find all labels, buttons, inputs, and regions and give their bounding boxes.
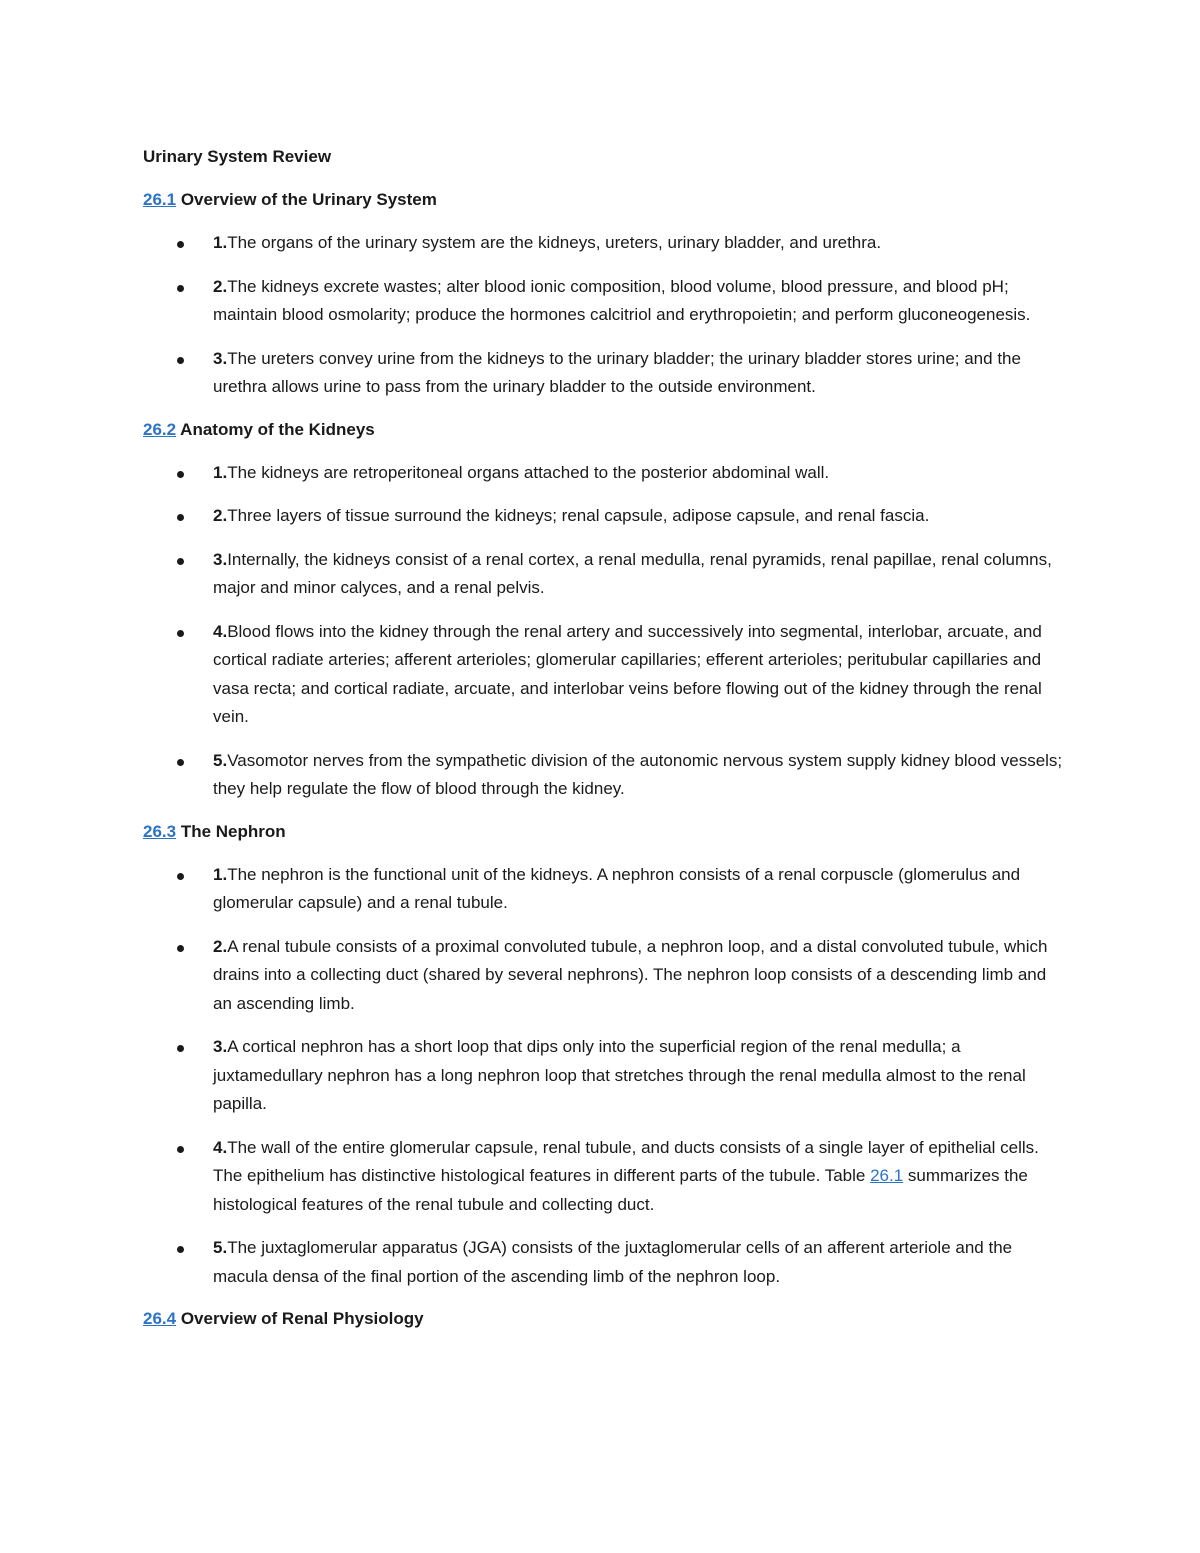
item-number: 5. — [213, 750, 228, 770]
list-item — [143, 1134, 1063, 1220]
item-text: Blood flows into the kidney through the renal artery and successively into segmental, interlobar, arcuate, and cortical radiate arteries; afferent arterioles; glomerular capillaries; efferent arterioles; peritubular capillaries and vasa recta; and cortical radiate, arcuate, and interlobar veins before flowing out of the kidney through the renal vein. — [213, 621, 1042, 726]
list-item — [143, 1234, 1063, 1291]
section-number-link[interactable]: 26.2 — [143, 419, 177, 439]
item-number: 2. — [213, 936, 228, 956]
bullet-icon — [177, 558, 184, 565]
bullet-icon — [177, 873, 184, 880]
bullet-list — [143, 861, 1063, 1292]
item-text: The organs of the urinary system are the kidneys, ureters, urinary bladder, and urethra. — [227, 233, 882, 252]
section-number-link[interactable]: 26.1 — [143, 190, 177, 209]
item-number: 4. — [213, 621, 228, 641]
bullet-icon — [177, 759, 184, 766]
list-item — [143, 1033, 1063, 1119]
bullet-icon — [177, 1246, 184, 1253]
item-text: A renal tubule consists of a proximal convoluted tubule, a nephron loop, and a distal convoluted tubule, which drains into a collecting duct (shared by several nephrons). The nephron loop consists of a descending limb and an ascending limb. — [213, 936, 1048, 1013]
item-text: Three layers of tissue surround the kidneys; renal capsule, adipose capsule, and renal fascia. — [227, 506, 930, 525]
section-title: Overview of Renal Physiology — [176, 1309, 424, 1328]
item-number: 3. — [213, 549, 228, 569]
item-number: 1. — [213, 462, 228, 482]
section-26-4 — [143, 1305, 1063, 1333]
section-number-link[interactable]: 26.3 — [143, 821, 177, 841]
bullet-list — [143, 229, 1063, 402]
item-number: 1. — [213, 233, 228, 252]
list-item — [143, 502, 1063, 531]
section-26-1 — [143, 186, 1063, 402]
item-number: 2. — [213, 506, 228, 525]
list-item — [143, 459, 1063, 488]
item-text: A cortical nephron has a short loop that dips only into the superficial region of the renal medulla; a juxtamedullary nephron has a long nephron loop that stretches through the renal medulla almost to the renal papilla. — [213, 1037, 1026, 1113]
section-heading — [143, 1305, 1063, 1333]
list-item — [143, 345, 1063, 402]
item-text: Internally, the kidneys consist of a renal cortex, a renal medulla, renal pyramids, renal papillae, renal columns, major and minor calyces, and a renal pelvis. — [213, 549, 1052, 597]
item-text: The nephron is the functional unit of the kidneys. A nephron consists of a renal corpuscle (glomerulus and glomerular capsule) and a renal tubule. — [213, 864, 1021, 912]
item-text: The wall of the entire glomerular capsule, renal tubule, and ducts consists of a single layer of epithelial cells. The epithelium has distinctive histological features in different parts of the tubule. Table — [213, 1137, 1039, 1185]
list-item — [143, 229, 1063, 258]
list-item — [143, 618, 1063, 732]
bullet-icon — [177, 1045, 184, 1052]
section-26-3 — [143, 818, 1063, 1292]
item-number: 3. — [213, 1037, 228, 1056]
list-item — [143, 546, 1063, 603]
bullet-icon — [177, 1146, 184, 1153]
item-text: The kidneys are retroperitoneal organs attached to the posterior abdominal wall. — [227, 462, 830, 482]
bullet-icon — [177, 630, 184, 637]
item-number: 5. — [213, 1238, 228, 1257]
section-26-2 — [143, 416, 1063, 804]
document-page — [143, 142, 1063, 1333]
item-number: 2. — [213, 276, 228, 296]
list-item — [143, 861, 1063, 918]
list-item — [143, 747, 1063, 804]
item-text: Vasomotor nerves from the sympathetic division of the autonomic nervous system supply kidney blood vessels; they help regulate the flow of blood through the kidney. — [213, 750, 1063, 798]
item-number: 1. — [213, 864, 228, 884]
document-title: Urinary System Review — [143, 147, 332, 166]
bullet-icon — [177, 471, 184, 478]
bullet-icon — [177, 241, 184, 248]
item-text-continued: summarizes the histological features of the renal tubule and collecting duct. — [213, 1166, 1028, 1214]
section-number-link[interactable]: 26.4 — [143, 1309, 177, 1328]
item-text: The kidneys excrete wastes; alter blood ionic composition, blood volume, blood pressure, and blood pH; maintain blood osmolarity; produce the hormones calcitriol and erythropoietin; and perform gluconeogenesis. — [213, 276, 1031, 324]
table-reference-link[interactable]: 26.1 — [870, 1166, 904, 1185]
list-item — [143, 273, 1063, 330]
list-item — [143, 933, 1063, 1019]
item-text: The ureters convey urine from the kidneys to the urinary bladder; the urinary bladder stores urine; and the urethra allows urine to pass from the urinary bladder to the outside environment. — [213, 348, 1021, 396]
section-title: Anatomy of the Kidneys — [176, 419, 375, 439]
bullet-icon — [177, 285, 184, 292]
section-heading — [143, 186, 1063, 214]
section-title: The Nephron — [176, 821, 286, 841]
bullet-icon — [177, 514, 184, 521]
item-text: The juxtaglomerular apparatus (JGA) consists of the juxtaglomerular cells of an afferent arteriole and the macula densa of the final portion of the ascending limb of the nephron loop. — [213, 1238, 1013, 1286]
bullet-list — [143, 459, 1063, 804]
section-heading — [143, 818, 1063, 846]
item-number: 3. — [213, 348, 228, 368]
bullet-icon — [177, 945, 184, 952]
section-title: Overview of the Urinary System — [176, 190, 437, 209]
bullet-icon — [177, 357, 184, 364]
section-heading — [143, 416, 1063, 444]
item-number: 4. — [213, 1137, 228, 1157]
